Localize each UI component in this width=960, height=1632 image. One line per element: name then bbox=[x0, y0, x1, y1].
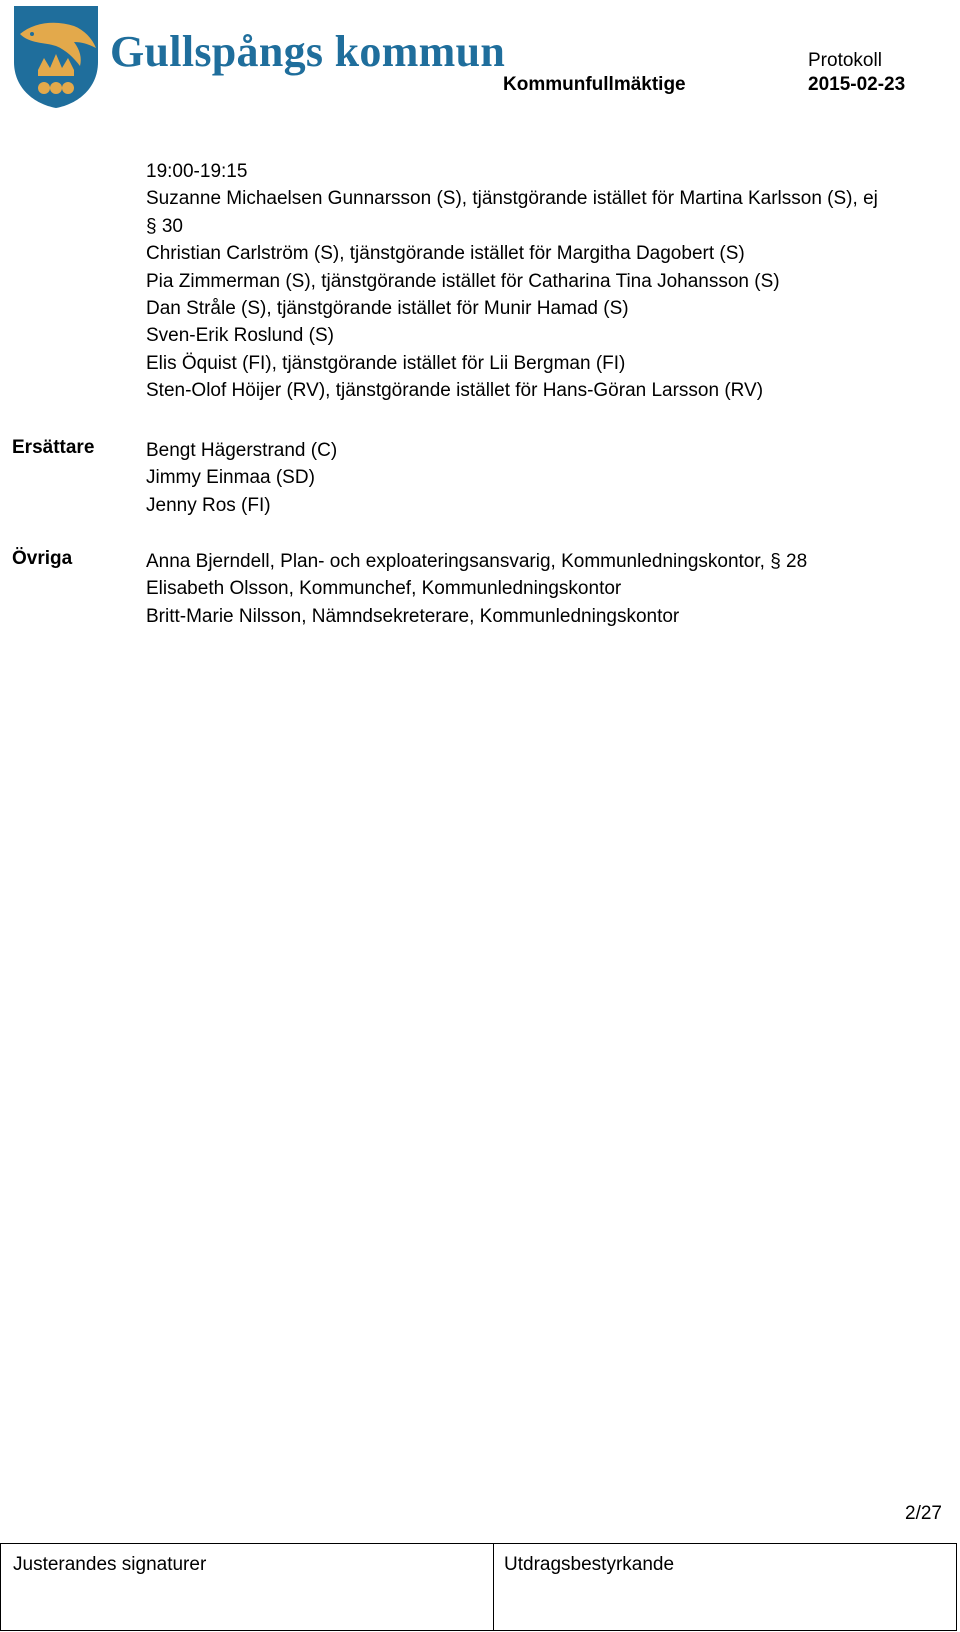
list-item: Elis Öquist (FI), tjänstgörande istället för Lii Bergman (FI) bbox=[146, 352, 626, 374]
list-item: Elisabeth Olsson, Kommunchef, Kommunledningskontor bbox=[146, 578, 622, 600]
meeting-date: 2015-02-23 bbox=[808, 74, 906, 95]
list-item: Sten-Olof Höijer (RV), tjänstgörande istället för Hans-Göran Larsson (RV) bbox=[146, 380, 764, 402]
footer-divider bbox=[493, 1544, 494, 1630]
org-name-logo: Gullspångs kommun bbox=[110, 27, 506, 76]
ovriga-list bbox=[146, 548, 946, 630]
list-item: Suzanne Michaelsen Gunnarsson (S), tjänstgörande istället för Martina Karlsson (S), ej bbox=[146, 188, 878, 210]
list-item: Jimmy Einmaa (SD) bbox=[146, 467, 315, 489]
extract-label: Utdragsbestyrkande bbox=[504, 1554, 675, 1575]
list-item: 19:00-19:15 bbox=[146, 161, 248, 182]
list-item: § 30 bbox=[146, 215, 183, 237]
organ-name: Kommunfullmäktige bbox=[503, 74, 686, 95]
coat-of-arms-icon bbox=[12, 4, 100, 110]
list-item: Anna Bjerndell, Plan- och exploateringsansvarig, Kommunledningskontor, § 28 bbox=[146, 551, 808, 572]
list-item: Jenny Ros (FI) bbox=[146, 494, 271, 516]
list-item: Britt-Marie Nilsson, Nämndsekreterare, Kommunledningskontor bbox=[146, 605, 680, 627]
list-item: Christian Carlström (S), tjänstgörande istället för Margitha Dagobert (S) bbox=[146, 243, 745, 265]
ersattare-label: Ersättare bbox=[12, 437, 95, 458]
document-type: Protokoll bbox=[808, 50, 882, 71]
page-number: 2/27 bbox=[905, 1503, 942, 1524]
list-item: Dan Stråle (S), tjänstgörande istället för Munir Hamad (S) bbox=[146, 298, 629, 320]
list-item: Pia Zimmerman (S), tjänstgörande istället för Catharina Tina Johansson (S) bbox=[146, 270, 780, 292]
ovriga-label: Övriga bbox=[12, 548, 73, 569]
signature-footer bbox=[0, 1543, 957, 1631]
list-item: Sven-Erik Roslund (S) bbox=[146, 325, 334, 347]
signatures-label: Justerandes signaturer bbox=[13, 1554, 207, 1575]
members-list bbox=[146, 158, 946, 405]
list-item: Bengt Hägerstrand (C) bbox=[146, 440, 338, 461]
ersattare-list bbox=[146, 437, 946, 519]
page-header bbox=[0, 0, 960, 120]
